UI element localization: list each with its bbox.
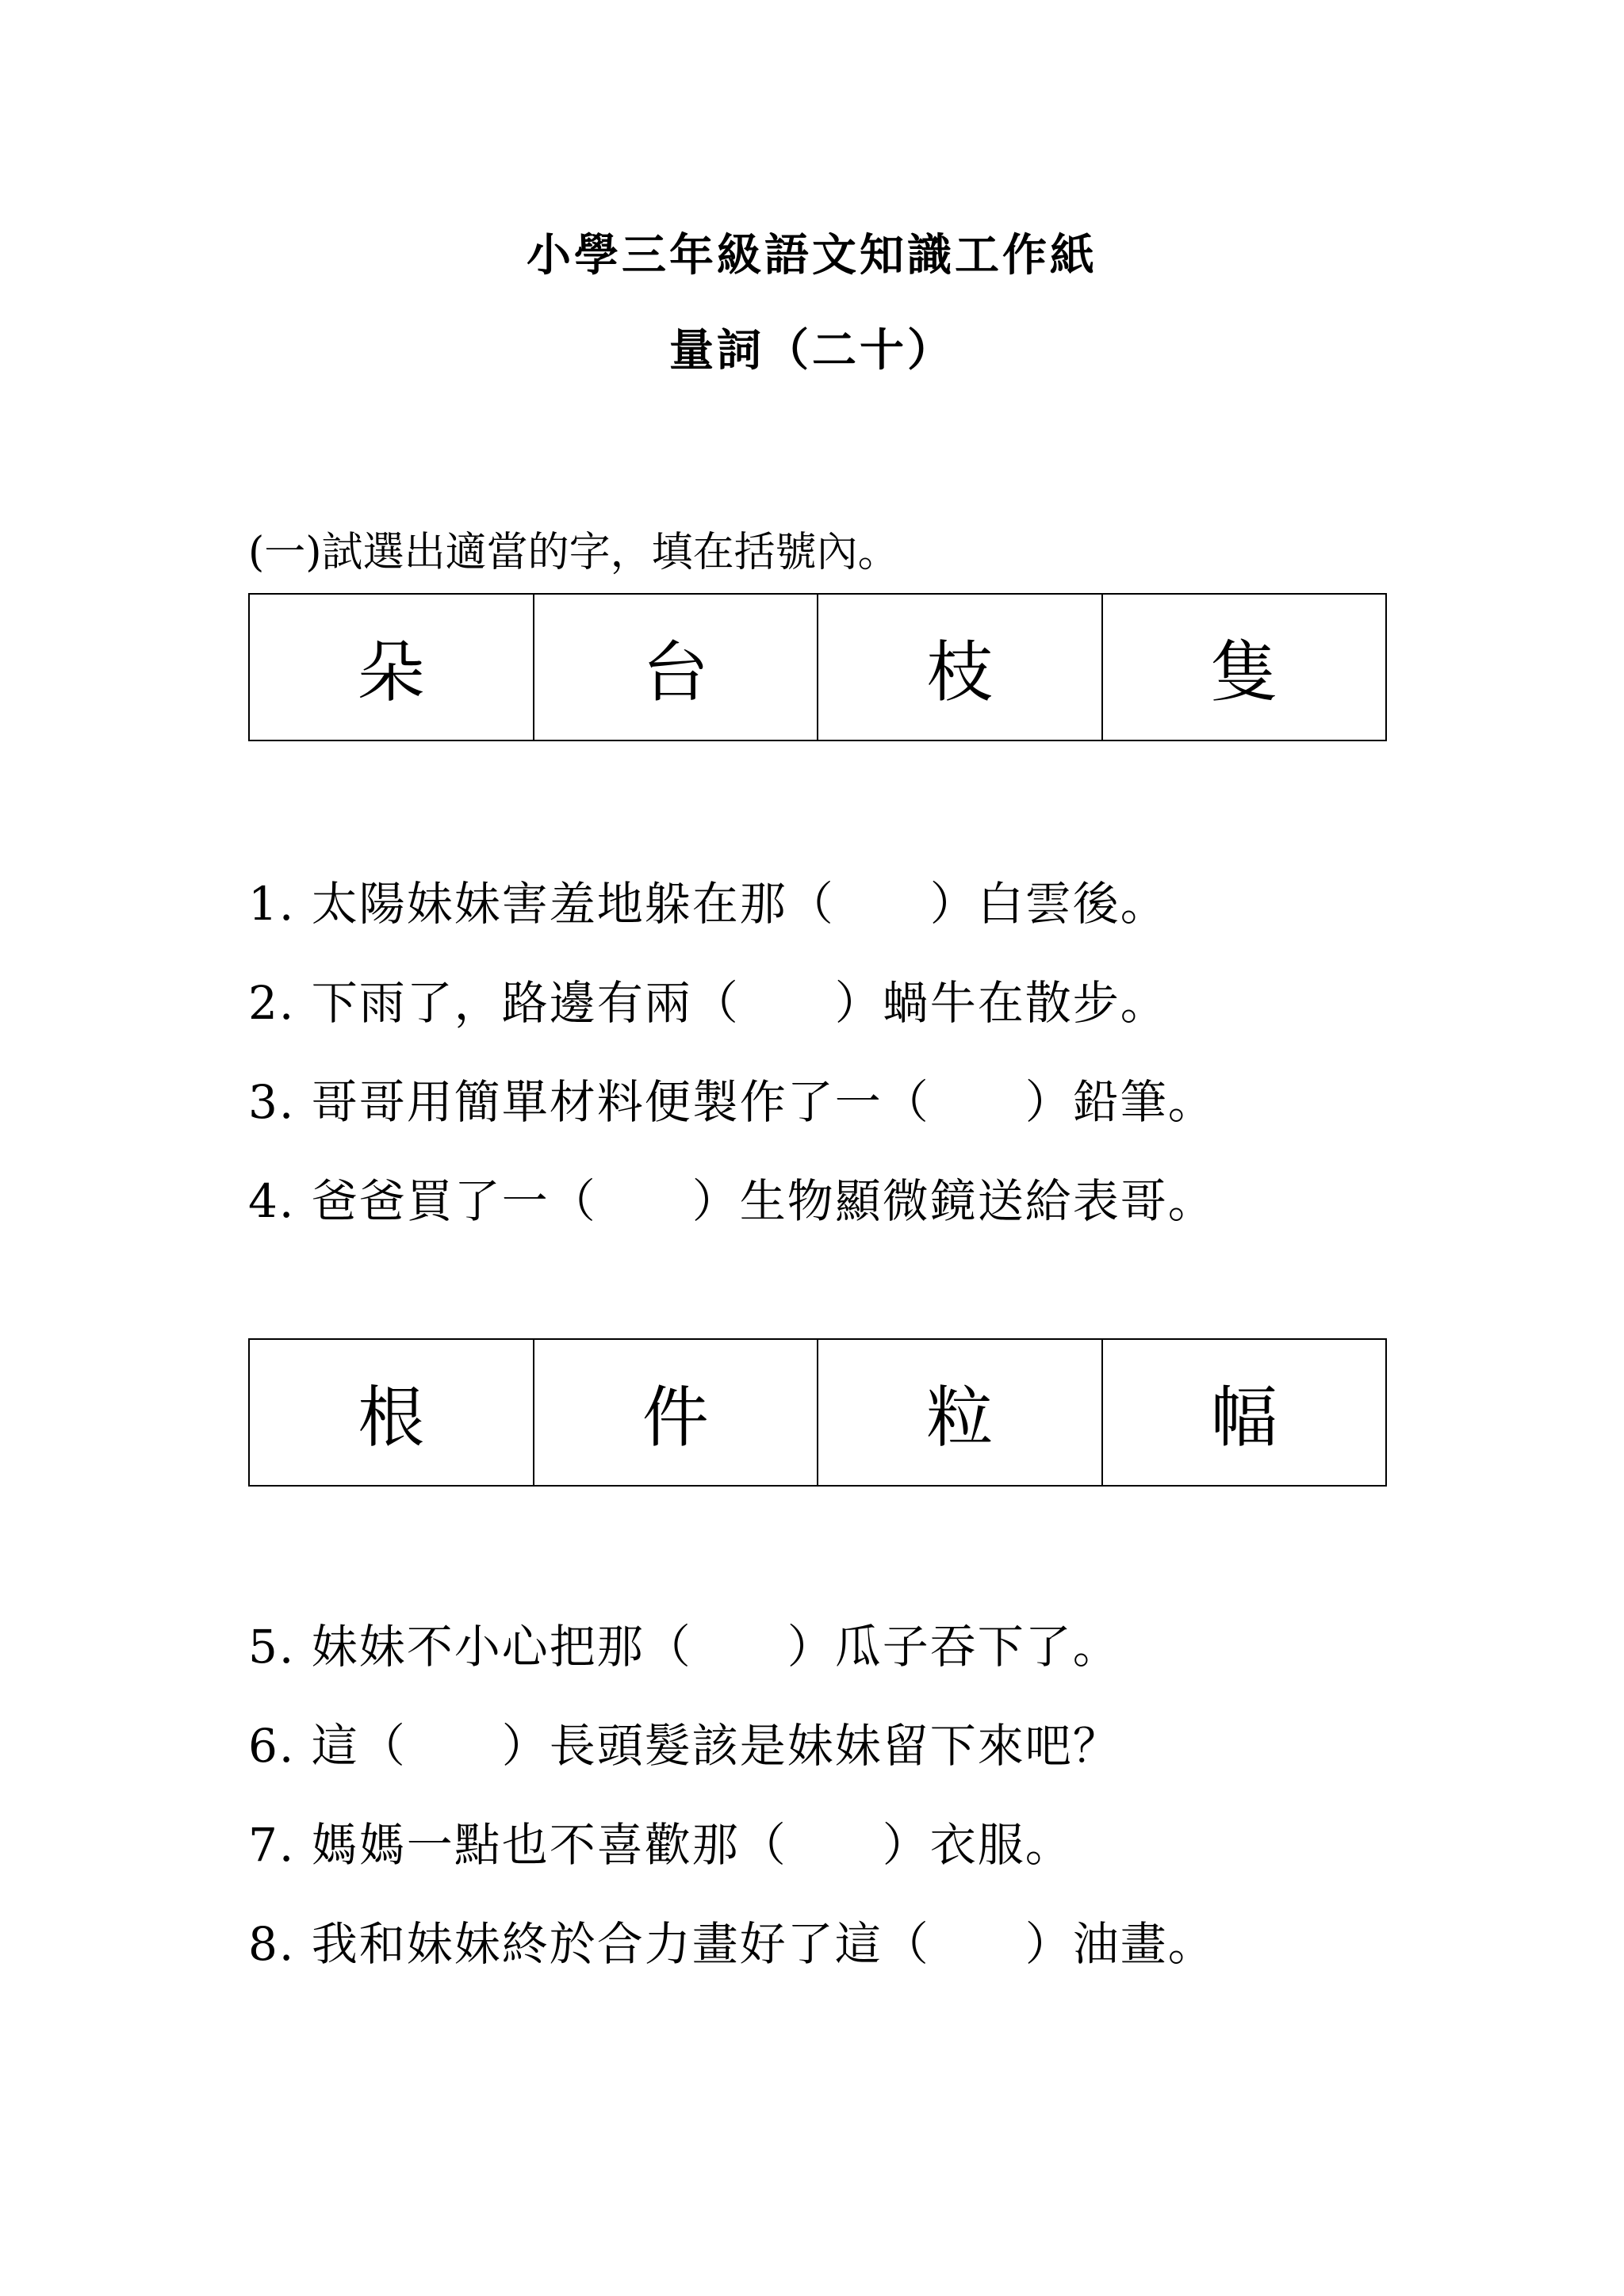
choice-cell: 幅: [1102, 1339, 1387, 1486]
question-number: 3.: [248, 1075, 296, 1129]
question-text: 妹妹不小心把那（ ）瓜子吞下了。: [311, 1620, 1120, 1674]
choice-cell: 台: [534, 594, 818, 740]
choice-cell: 件: [534, 1339, 818, 1486]
question-number: 6.: [248, 1719, 296, 1773]
question-number: 4.: [248, 1174, 296, 1228]
question-text: 這（ ）長頭髮該是妹妹留下來吧？: [311, 1719, 1120, 1773]
question-text: 太陽妹妹害羞地躲在那（ ）白雲後。: [311, 877, 1168, 931]
question-text: 哥哥用簡單材料便製作了一（ ）鉛筆。: [311, 1075, 1216, 1129]
choice-cell: 隻: [1102, 594, 1387, 740]
question-4: [248, 1164, 1216, 1230]
question-number: 5.: [248, 1620, 296, 1674]
question-text: 下雨了，路邊有兩（ ）蝸牛在散步。: [311, 976, 1168, 1030]
question-5: [248, 1609, 1120, 1676]
worksheet-subtitle: 量詞（二十）: [669, 324, 955, 377]
question-8: [248, 1907, 1216, 1973]
choice-cell: 根: [249, 1339, 534, 1486]
question-2: [248, 966, 1168, 1032]
question-6: [248, 1709, 1120, 1775]
choice-table-2: [248, 1338, 1387, 1487]
question-text: 爸爸買了一（ ）生物顯微鏡送給表哥。: [311, 1174, 1216, 1228]
question-text: 我和妹妹終於合力畫好了這（ ）油畫。: [311, 1917, 1216, 1971]
worksheet-title: 小學三年級語文知識工作紙: [527, 229, 1097, 281]
question-3: [248, 1065, 1216, 1131]
question-1: [248, 867, 1168, 933]
instruction-text: (一)試選出適當的字，填在括號內。: [248, 529, 899, 576]
question-number: 8.: [248, 1917, 296, 1971]
question-number: 1.: [248, 877, 296, 931]
choice-cell: 粒: [818, 1339, 1102, 1486]
question-number: 7.: [248, 1818, 296, 1872]
question-number: 2.: [248, 976, 296, 1030]
choice-cell: 朵: [249, 594, 534, 740]
choice-table-1: [248, 593, 1387, 741]
question-text: 媽媽一點也不喜歡那（ ）衣服。: [311, 1818, 1073, 1872]
choice-cell: 枝: [818, 594, 1102, 740]
question-7: [248, 1808, 1073, 1874]
